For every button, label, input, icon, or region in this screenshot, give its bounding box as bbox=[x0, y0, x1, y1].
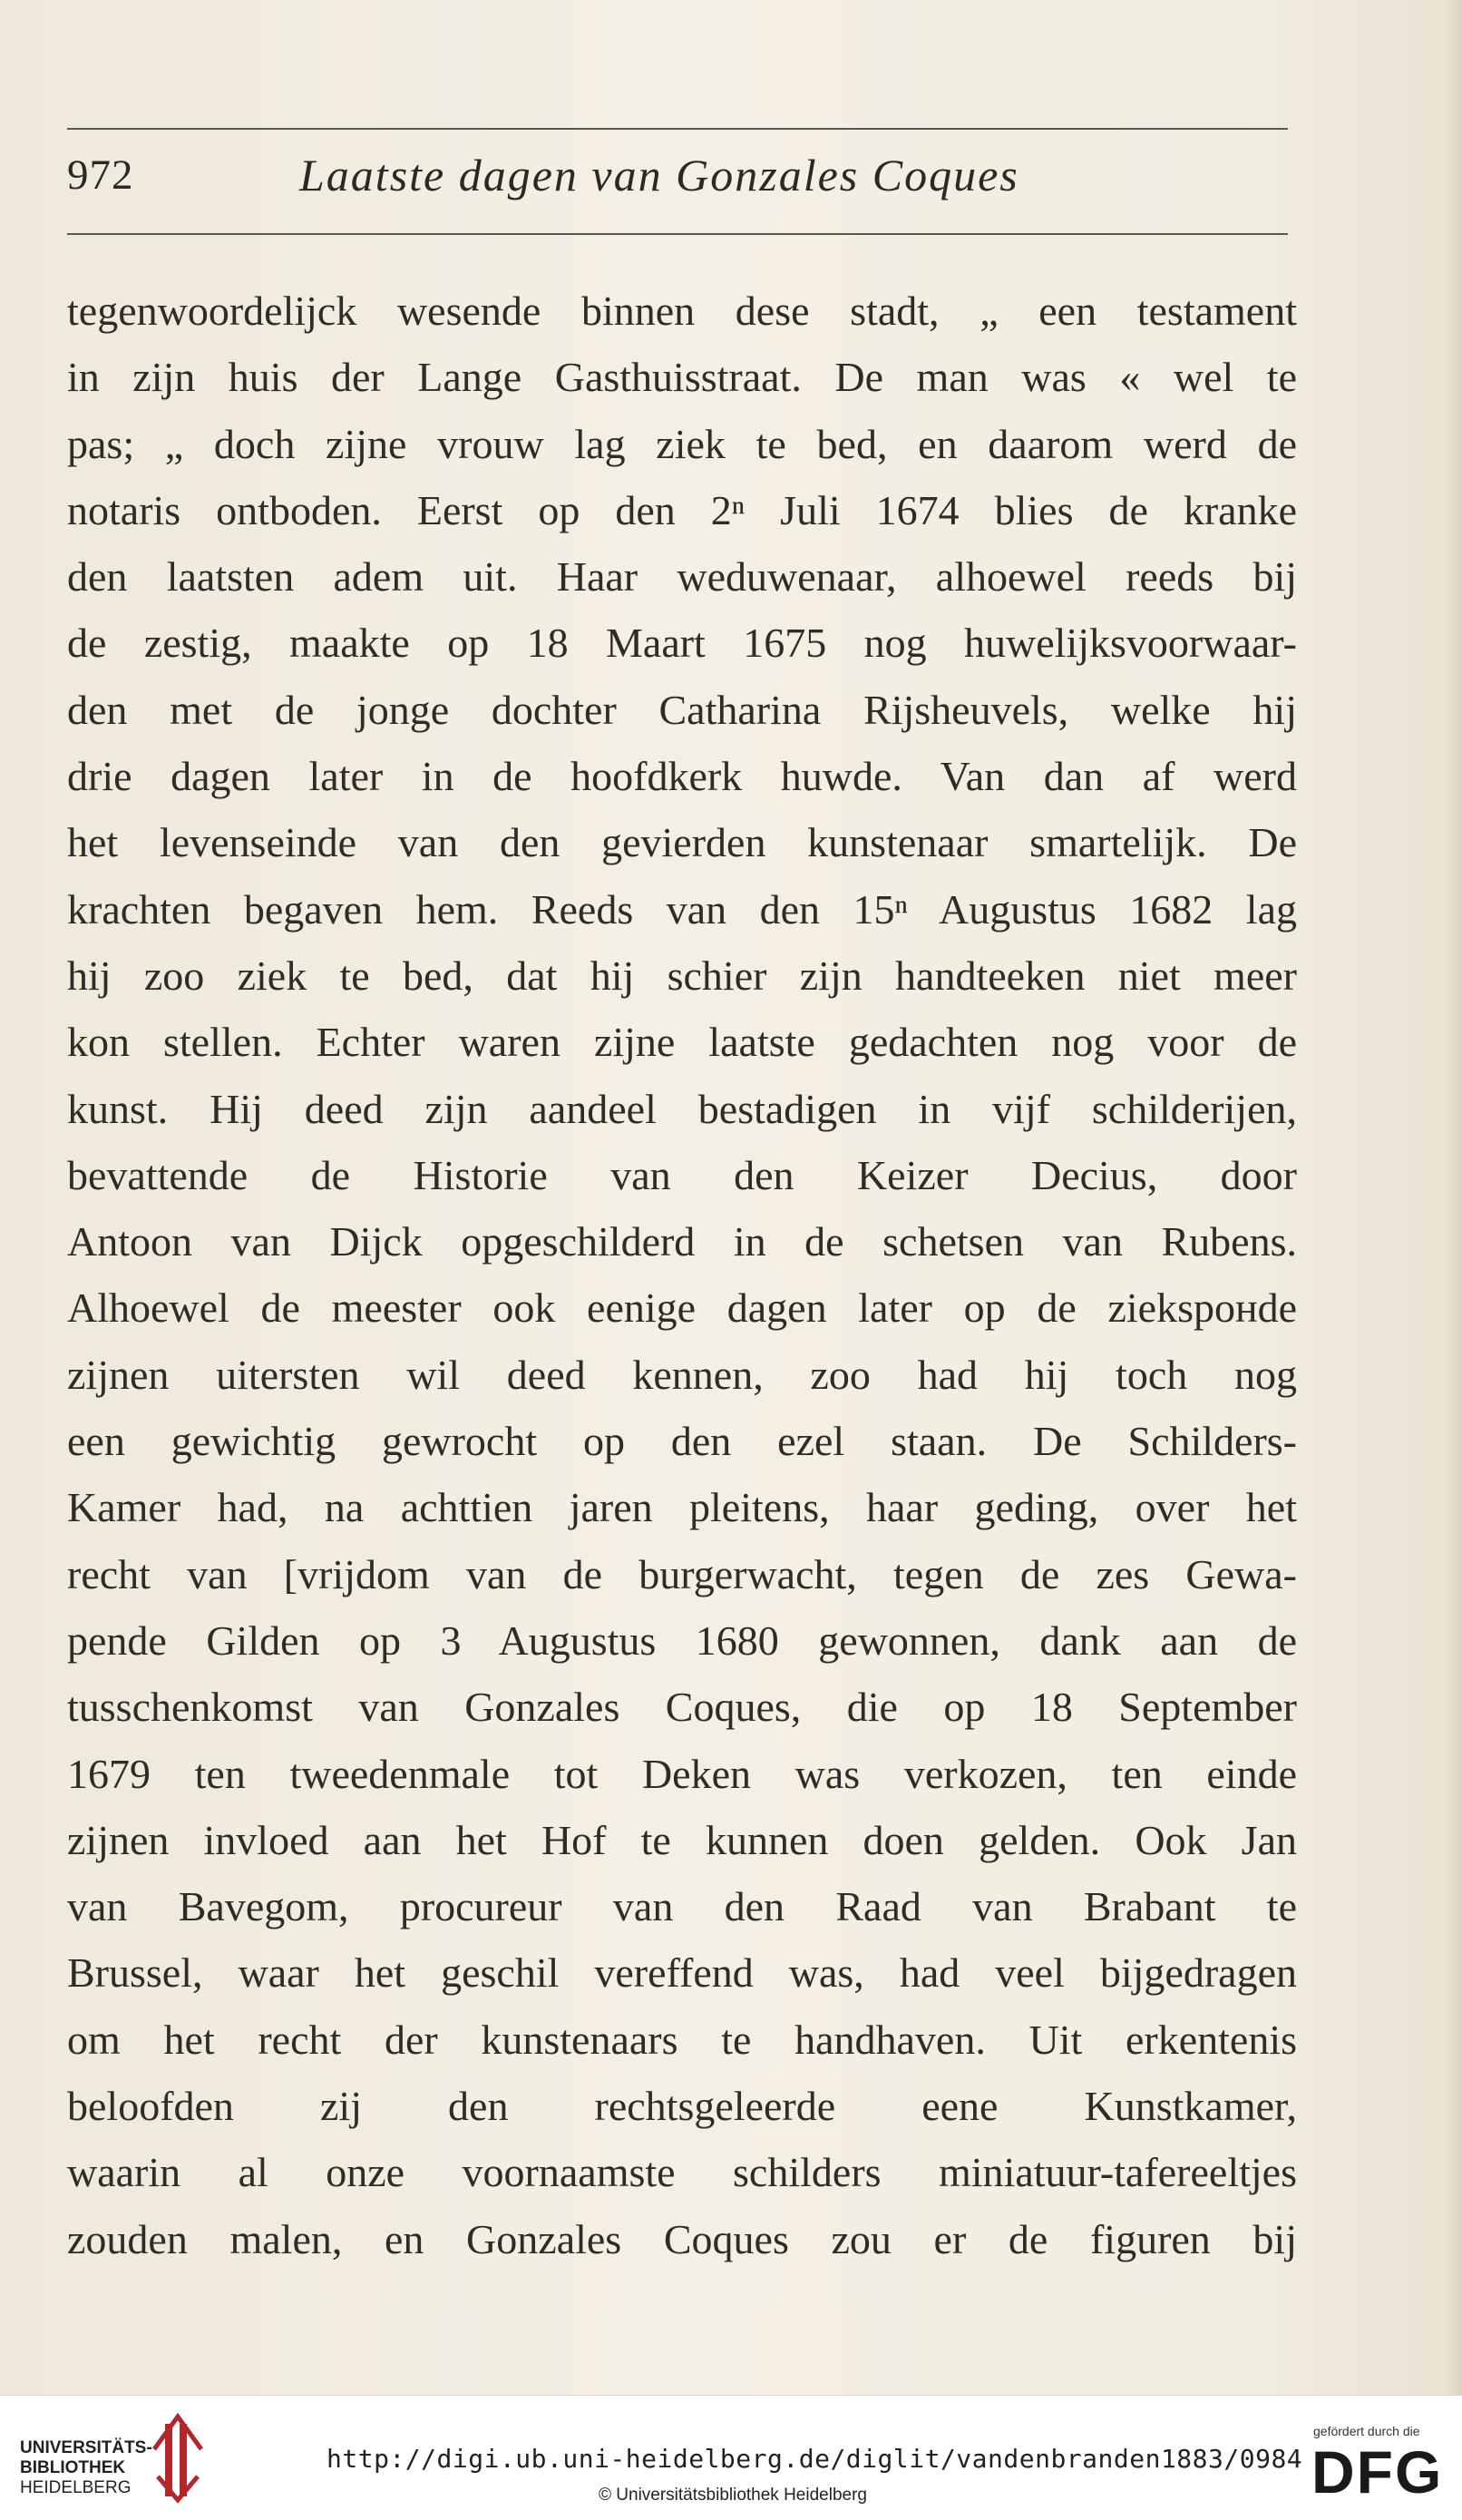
text-line: waarin al onze voornaamste schilders miniatuur-tafereeltjes bbox=[67, 2149, 1297, 2196]
dfg-logo[interactable]: DFG bbox=[1311, 2438, 1444, 2505]
text-line: Kamer had, na achttien jaren pleitens, haar geding, over het bbox=[67, 1484, 1297, 1531]
text-line: zouden malen, en Gonzales Coques zou er de figuren bij bbox=[67, 2215, 1297, 2262]
university-emblem-icon bbox=[152, 2413, 203, 2504]
logo-line-1: UNIVERSITÄTS- bbox=[20, 2438, 152, 2457]
page-gutter bbox=[1446, 0, 1462, 2395]
permalink-url[interactable]: http://digi.ub.uni-heidelberg.de/diglit/vandenbranden1883/0984 bbox=[327, 2444, 1303, 2474]
text-line: Alhoewel de meester ook eenige dagen later op de ziekspонde bbox=[67, 1284, 1297, 1332]
body-text bbox=[67, 278, 1297, 2272]
text-line: zijnen invloed aan het Hof te kunnen doen gelden. Ook Jan bbox=[67, 1816, 1297, 1863]
header-rule-top bbox=[67, 128, 1288, 130]
text-line: kon stellen. Echter waren zijne laatste gedachten nog voor de bbox=[67, 1019, 1297, 1066]
text-line: om het recht der kunstenaars te handhaven. Uit erkentenis bbox=[67, 2016, 1297, 2063]
text-line: drie dagen later in de hoofdkerk huwde. Van dan af werd bbox=[67, 753, 1297, 800]
header-rule-bottom bbox=[67, 233, 1288, 235]
page-number: 972 bbox=[67, 151, 134, 199]
text-line: krachten begaven hem. Reeds van den 15ⁿ Augustus 1682 lag bbox=[67, 885, 1297, 933]
text-line: tusschenkomst van Gonzales Coques, die op 18 September bbox=[67, 1684, 1297, 1731]
text-line: het levenseinde van den gevierden kunstenaar smartelijk. De bbox=[67, 819, 1297, 866]
university-library-logo[interactable] bbox=[20, 2438, 152, 2498]
text-line: bevattende de Historie van den Keizer Decius, door bbox=[67, 1151, 1297, 1198]
text-line: beloofden zij den rechtsgeleerde eene Kunstkamer, bbox=[67, 2083, 1297, 2130]
text-line: kunst. Hij deed zijn aandeel bestadigen in vijf schilderijen, bbox=[67, 1085, 1297, 1132]
text-line: notaris ontboden. Eerst op den 2ⁿ Juli 1674 blies de kranke bbox=[67, 486, 1297, 533]
text-line: recht van [vrijdom van de burgerwacht, tegen de zes Gewa- bbox=[67, 1550, 1297, 1597]
text-line: van Bavegom, procureur van den Raad van Brabant te bbox=[67, 1883, 1297, 1930]
text-line: pas; „ doch zijne vrouw lag ziek te bed, en daarom werd de bbox=[67, 420, 1297, 467]
text-line: de zestig, maakte op 18 Maart 1675 nog huwelijksvoorwaar- bbox=[67, 620, 1297, 667]
text-line: zijnen uitersten wil deed kennen, zoo had hij toch nog bbox=[67, 1351, 1297, 1398]
text-line: een gewichtig gewrocht op den ezel staan. De Schilders- bbox=[67, 1418, 1297, 1465]
text-line: den laatsten adem uit. Haar weduwenaar, alhoewel reeds bij bbox=[67, 553, 1297, 601]
logo-line-2: BIBLIOTHEK bbox=[20, 2458, 126, 2477]
copyright-text: © Universitätsbibliothek Heidelberg bbox=[599, 2486, 867, 2505]
text-line: Antoon van Dijck opgeschilderd in de schetsen van Rubens. bbox=[67, 1218, 1297, 1265]
text-line: 1679 ten tweedenmale tot Deken was verkozen, ten einde bbox=[67, 1750, 1297, 1797]
running-title: Laatste dagen van Gonzales Coques bbox=[299, 150, 1019, 200]
text-line: Brussel, waar het geschil vereffend was, had veel bijgedragen bbox=[67, 1949, 1297, 1997]
dfg-caption: gefördert durch die bbox=[1313, 2424, 1420, 2438]
text-line: in zijn huis der Lange Gasthuisstraat. De man was « wel te bbox=[67, 354, 1297, 401]
text-line: pende Gilden op 3 Augustus 1680 gewonnen, dank aan de bbox=[67, 1617, 1297, 1664]
text-line: hij zoo ziek te bed, dat hij schier zijn handteeken niet meer bbox=[67, 952, 1297, 999]
text-line: tegenwoordelijck wesende binnen dese stadt, „ een testament bbox=[67, 288, 1297, 334]
text-line: den met de jonge dochter Catharina Rijsheuvels, welke hij bbox=[67, 686, 1297, 733]
logo-line-3: HEIDELBERG bbox=[20, 2478, 132, 2497]
